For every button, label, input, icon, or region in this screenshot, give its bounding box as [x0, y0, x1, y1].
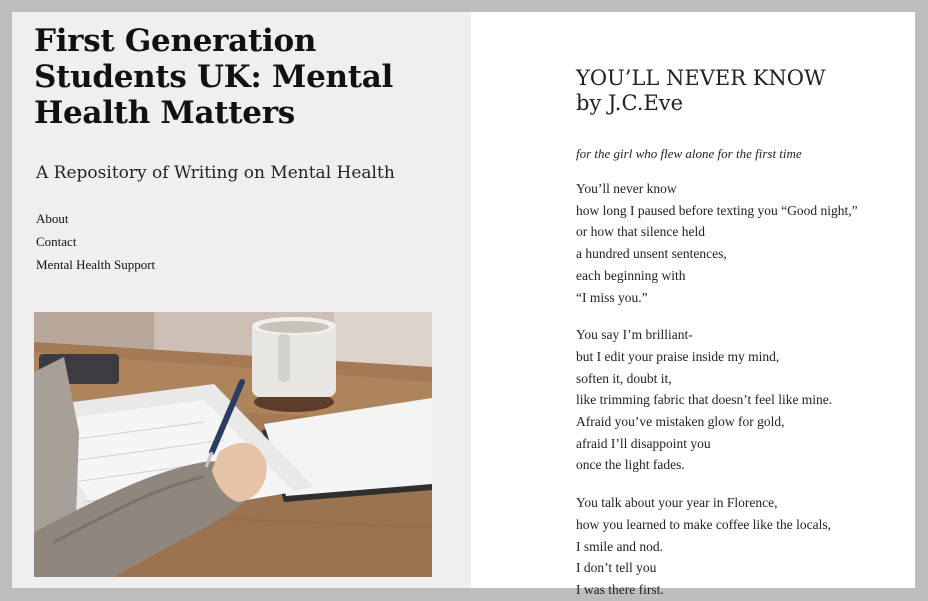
post-content — [471, 12, 915, 597]
poem-line: “I miss you.” — [576, 289, 648, 305]
main-navigation — [36, 207, 449, 276]
header-image — [34, 312, 432, 577]
poem-line: like trimming fabric that doesn’t feel like mine. — [576, 392, 833, 408]
nav-item-contact[interactable]: Contact — [36, 234, 77, 249]
site-description: A Repository of Writing on Mental Health — [36, 163, 395, 183]
post-title — [576, 66, 895, 116]
site-title-line[interactable]: First Generation — [34, 23, 317, 59]
poem-line: I smile and nod. — [576, 538, 663, 554]
post-title-text: YOU’LL NEVER KNOW — [576, 66, 826, 90]
poem-line: You talk about your year in Florence, — [576, 495, 778, 511]
poem-line: or how that silence held — [576, 224, 705, 240]
browser-viewport — [12, 12, 915, 597]
poem-line: I was there first. — [576, 581, 664, 597]
poem-line: a hundred unsent sentences, — [576, 246, 727, 262]
writing-desk-photo — [34, 312, 432, 577]
poem-line: once the light fades. — [576, 457, 685, 473]
poem-stanza — [576, 178, 895, 308]
nav-item-mental-health-support[interactable]: Mental Health Support — [36, 257, 156, 272]
poem-stanza — [576, 492, 895, 601]
poem-line: but I edit your praise inside my mind, — [576, 348, 780, 364]
poem-line: I don’t tell you — [576, 560, 657, 576]
site-title-line[interactable]: Health Matters — [34, 95, 295, 131]
poem-line: You say I’m brilliant- — [576, 327, 693, 343]
poem-line: each beginning with — [576, 267, 686, 283]
sidebar — [12, 12, 471, 588]
site-title[interactable] — [34, 23, 449, 131]
nav-item-about[interactable]: About — [36, 211, 69, 226]
post-byline: by J.C.Eve — [576, 91, 684, 115]
poem-line: how long I paused before texting you “Good night,” — [576, 202, 858, 218]
poem-line: afraid I’ll disappoint you — [576, 435, 711, 451]
poem-line: how you learned to make coffee like the locals, — [576, 516, 832, 532]
poem-line: soften it, doubt it, — [576, 370, 672, 386]
site-title-line[interactable]: Students UK: Mental — [34, 59, 394, 95]
poem-dedication: for the girl who flew alone for the first time — [576, 146, 802, 161]
poem-stanza — [576, 324, 895, 476]
poem-line: You’ll never know — [576, 181, 677, 196]
poem-line: Afraid you’ve mistaken glow for gold, — [576, 414, 785, 430]
